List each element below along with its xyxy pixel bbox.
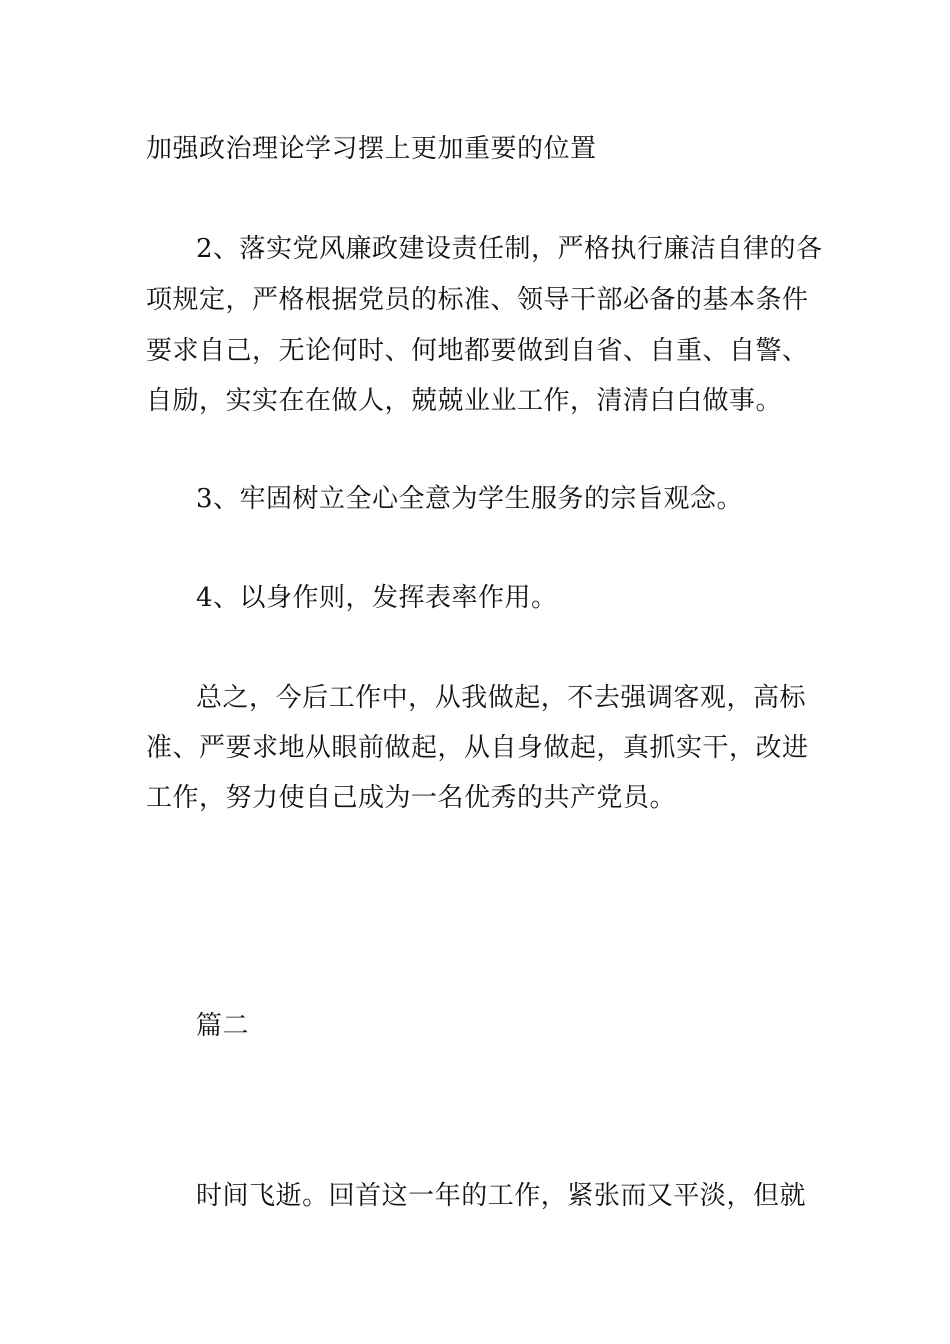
paragraph-5-line-3: 工作，努力使自己成为一名优秀的共产党员。	[146, 783, 677, 813]
paragraph-3-line-1: 3、牢固树立全心全意为学生服务的宗旨观念。	[196, 484, 744, 514]
paragraph-2-line-1: 2、落实党风廉政建设责任制，严格执行廉洁自律的各	[196, 234, 823, 264]
paragraph-2-line-3: 要求自己，无论何时、何地都要做到自省、自重、自警、	[146, 336, 809, 366]
paragraph-5-line-1: 总之，今后工作中，从我做起，不去强调客观，高标	[196, 683, 806, 713]
paragraph-4-line-1: 4、以身作则，发挥表率作用。	[196, 583, 558, 613]
paragraph-2-line-4: 自励，实实在在做人，兢兢业业工作，清清白白做事。	[146, 386, 783, 416]
paragraph-6-line-1: 时间飞逝。回首这一年的工作，紧张而又平淡，但就	[196, 1181, 806, 1211]
paragraph-5-line-2: 准、严要求地从眼前做起，从自身做起，真抓实干，改进	[146, 733, 809, 763]
section-heading-pian-er: 篇二	[196, 1011, 250, 1041]
paragraph-2-line-2: 项规定，严格根据党员的标准、领导干部必备的基本条件	[146, 285, 809, 315]
paragraph-1-line-1: 加强政治理论学习摆上更加重要的位置	[146, 134, 597, 164]
